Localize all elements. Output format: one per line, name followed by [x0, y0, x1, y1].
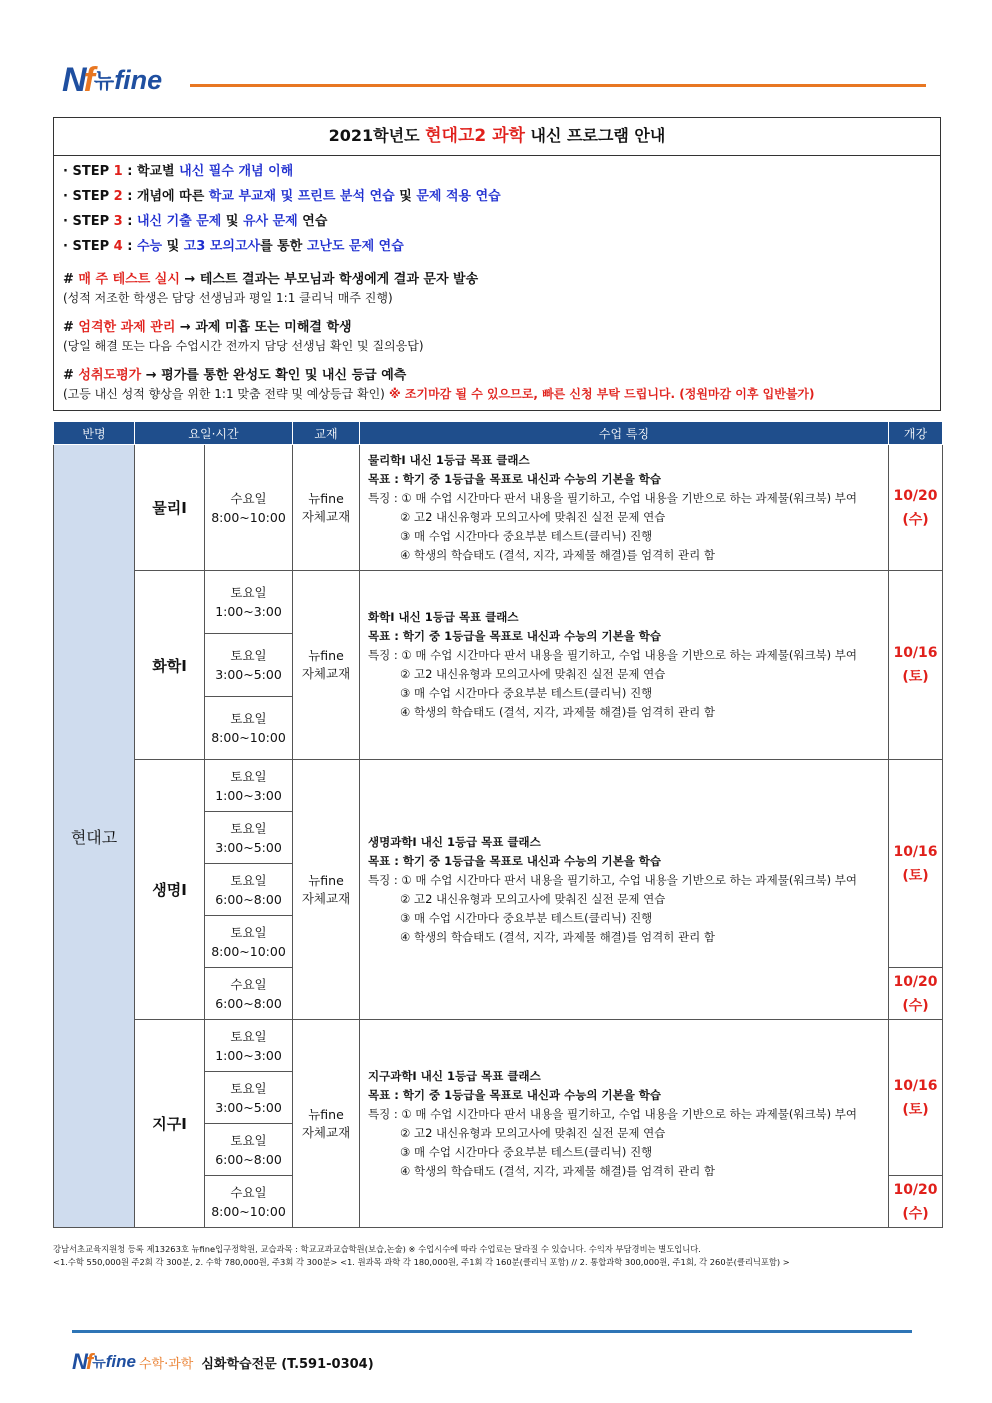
step-text: 유사 문제 [242, 214, 298, 229]
time-slot [205, 812, 293, 864]
note-hash: # [63, 368, 79, 383]
open-date: 10/20 [893, 1181, 938, 1198]
time-slot [205, 916, 293, 968]
feature-line: ② 고2 내신유형과 모의고사에 맞춰진 실전 문제 연습 [400, 509, 666, 524]
slot-day: 토요일 [230, 924, 267, 940]
open-date-cell [889, 1020, 943, 1176]
open-date: 10/20 [893, 487, 938, 504]
open-weekday: (토) [902, 867, 929, 884]
open-weekday: (수) [902, 511, 929, 528]
step-label: STEP [72, 189, 114, 204]
feature-goal: 목표 : 학기 중 1등급을 목표로 내신과 수능의 기본을 학습 [368, 629, 662, 643]
footer-divider [72, 1330, 912, 1333]
note-item [63, 271, 940, 307]
note-highlight: 매 주 테스트 실시 [78, 272, 180, 287]
feature-line: 특징 : ① 매 수업 시간마다 판서 내용을 필기하고, 수업 내용을 기반으로 하는 과제물(워크북) 부여 [368, 1106, 858, 1121]
step-text: 문제 적용 연습 [416, 189, 501, 204]
step-number: 2 [113, 189, 123, 204]
footer-logo [72, 1349, 374, 1375]
table-row [54, 571, 943, 634]
slot-time: 8:00~10:00 [211, 1203, 286, 1219]
feature-goal: 목표 : 학기 중 1등급을 목표로 내신과 수능의 기본을 학습 [368, 853, 662, 868]
feature-title: 물리학Ⅰ 내신 1등급 목표 클래스 [368, 452, 530, 467]
feature-line: ② 고2 내신유형과 모의고사에 맞춰진 실전 문제 연습 [400, 1125, 666, 1140]
feature-line: ② 고2 내신유형과 모의고사에 맞춰진 실전 문제 연습 [400, 667, 666, 681]
nf-logo-mark: Nf [72, 1349, 92, 1374]
nf-logo-mark: Nf [62, 60, 92, 99]
table-header-row [54, 422, 943, 445]
note-item [63, 367, 940, 403]
header-features: 수업 특징 [360, 422, 889, 445]
step-text: : [127, 239, 137, 254]
step-text: 고난도 문제 연습 [306, 239, 404, 254]
header-open: 개강 [889, 422, 943, 445]
open-date-cell [889, 571, 943, 760]
open-weekday: (수) [902, 1205, 929, 1222]
step-number: 3 [113, 214, 123, 229]
slot-day: 토요일 [230, 820, 267, 836]
step-text: 및 [221, 214, 243, 229]
textbook-type: 자체교재 [301, 890, 351, 906]
step-text: 및 [162, 239, 184, 254]
header-book: 교재 [293, 422, 360, 445]
slot-day: 토요일 [230, 1028, 267, 1044]
footnote-line: 강남서초교육지원청 등록 제13263호 뉴fine입구정학원, 교습과목 : 학교교과교습학원(보습,논술) ※ 수업시수에 따라 수업료는 달라질 수 있습니다. 수익자 부담경비는 별도입니다. [53, 1244, 701, 1254]
feature-line: 특징 : ① 매 수업 시간마다 판서 내용을 필기하고, 수업 내용을 기반으로 하는 과제물(워크북) 부여 [368, 490, 858, 505]
note-sub: (고등 내신 성적 향상을 위한 1:1 맞춤 전략 및 예상등급 확인) [63, 387, 385, 401]
time-slot [205, 760, 293, 812]
page-title: 2021학년도 현대고2 과학 내신 프로그램 안내 [54, 118, 940, 156]
table-row [54, 445, 943, 571]
feature-line: ③ 매 수업 시간마다 중요부분 테스트(클리닉) 진행 [400, 910, 653, 925]
slot-time: 1:00~3:00 [215, 1047, 282, 1063]
note-hash: # [63, 272, 79, 287]
early-close-warning: ※ 조기마감 될 수 있으므로, 빠른 신청 부탁 드립니다. (정원마감 이후 입반불가) [384, 387, 815, 401]
slot-day: 토요일 [230, 711, 267, 726]
class-features [360, 1020, 889, 1228]
slot-day: 수요일 [230, 1184, 267, 1200]
step-text: 및 [394, 189, 417, 204]
slot-time: 1:00~3:00 [215, 787, 282, 803]
textbook-cell [293, 1020, 360, 1228]
subject-name: 물리Ⅰ [135, 445, 205, 571]
class-features [360, 760, 889, 1020]
slot-day: 수요일 [230, 490, 267, 506]
feature-goal: 목표 : 학기 중 1등급을 목표로 내신과 수능의 기본을 학습 [368, 1087, 662, 1102]
time-slot [205, 968, 293, 1020]
feature-line: ③ 매 수업 시간마다 중요부분 테스트(클리닉) 진행 [400, 1144, 653, 1159]
step-item: · STEP 1 : 학교별 내신 필수 개념 이해 [63, 164, 294, 179]
step-text: 내신 기출 문제 [136, 214, 222, 229]
brand-name-kr: 뉴 [93, 69, 115, 93]
slot-day: 수요일 [230, 976, 267, 992]
step-label: STEP [72, 164, 114, 179]
time-slot [205, 571, 293, 634]
program-info-box [53, 117, 941, 411]
textbook-type: 자체교재 [301, 1124, 351, 1140]
open-date-cell [889, 1176, 943, 1228]
textbook-brand: 뉴fine [308, 648, 344, 663]
textbook-brand: 뉴fine [308, 1106, 344, 1122]
feature-line: 특징 : ① 매 수업 시간마다 판서 내용을 필기하고, 수업 내용을 기반으로 하는 과제물(워크북) 부여 [368, 648, 858, 662]
notes-list [63, 271, 940, 403]
note-text: → 과제 미흡 또는 미해결 학생 [175, 320, 352, 335]
note-highlight: 성취도평가 [78, 368, 142, 383]
textbook-cell [293, 571, 360, 760]
open-date-cell [889, 760, 943, 968]
feature-title: 생명과학Ⅰ 내신 1등급 목표 클래스 [368, 834, 541, 849]
footnote [53, 1243, 942, 1269]
time-slot [205, 697, 293, 760]
schedule-table [53, 421, 943, 1228]
step-text: 를 통한 [260, 239, 307, 254]
note-text: → 테스트 결과는 부모님과 학생에게 결과 문자 발송 [179, 272, 479, 287]
class-features [360, 571, 889, 760]
slot-time: 3:00~5:00 [215, 667, 282, 682]
open-date: 10/20 [893, 973, 938, 990]
textbook-cell [293, 445, 360, 571]
open-date: 10/16 [893, 1077, 938, 1094]
feature-line: ④ 학생의 학습태도 (결석, 지각, 과제물 해결)를 엄격히 관리 함 [400, 929, 715, 944]
class-features [360, 445, 889, 571]
step-number: 1 [113, 164, 123, 179]
step-label: STEP [72, 239, 114, 254]
open-date: 10/16 [893, 645, 938, 661]
slot-day: 토요일 [230, 1132, 267, 1148]
note-sub: (당일 해결 또는 다음 수업시간 전까지 담당 선생님 확인 및 질의응답) [63, 339, 424, 353]
header-class: 반명 [54, 422, 135, 445]
step-text: 학교 부교재 및 프린트 분석 연습 [208, 189, 395, 204]
table-row [54, 1020, 943, 1072]
feature-line: 특징 : ① 매 수업 시간마다 판서 내용을 필기하고, 수업 내용을 기반으로 하는 과제물(워크북) 부여 [368, 872, 858, 887]
step-text: : 개념에 따른 [127, 189, 209, 204]
open-date-cell [889, 445, 943, 571]
slot-time: 1:00~3:00 [215, 604, 282, 619]
time-slot [205, 864, 293, 916]
open-weekday: (토) [902, 669, 929, 685]
step-text: 고3 모의고사 [183, 239, 261, 254]
feature-line: ④ 학생의 학습태도 (결석, 지각, 과제물 해결)를 엄격히 관리 함 [400, 547, 715, 562]
step-label: STEP [72, 214, 114, 229]
brand-name-kr: 뉴 [92, 1355, 106, 1371]
feature-title: 지구과학Ⅰ 내신 1등급 목표 클래스 [368, 1068, 541, 1083]
feature-title: 화학Ⅰ 내신 1등급 목표 클래스 [368, 610, 519, 624]
slot-time: 6:00~8:00 [215, 891, 282, 907]
slot-time: 8:00~10:00 [211, 509, 286, 525]
time-slot [205, 1124, 293, 1176]
subject-name: 지구Ⅰ [135, 1020, 205, 1228]
textbook-cell [293, 760, 360, 1020]
step-item: · STEP 2 : 개념에 따른 학교 부교재 및 프린트 분석 연습 및 문제 적용 연습 [63, 189, 501, 204]
brand-tagline: 심화학습전문 (T.591-0304) [201, 1356, 374, 1372]
slot-day: 토요일 [230, 648, 267, 663]
feature-line: ② 고2 내신유형과 모의고사에 맞춰진 실전 문제 연습 [400, 891, 666, 906]
note-sub: (성적 저조한 학생은 담당 선생님과 평일 1:1 클리닉 매주 진행) [63, 291, 393, 305]
step-number: 4 [113, 239, 123, 254]
step-text: 수능 [136, 239, 163, 254]
brand-subjects: 수학·과학 [138, 1356, 194, 1372]
feature-goal: 목표 : 학기 중 1등급을 목표로 내신과 수능의 기본을 학습 [368, 471, 662, 486]
slot-time: 6:00~8:00 [215, 1151, 282, 1167]
open-date-cell [889, 968, 943, 1020]
time-slot [205, 1020, 293, 1072]
table-row [54, 760, 943, 812]
slot-time: 8:00~10:00 [211, 943, 286, 959]
step-text: : 학교별 [127, 164, 180, 179]
textbook-type: 자체교재 [301, 666, 351, 681]
textbook-brand: 뉴fine [308, 872, 344, 888]
step-text: 연습 [297, 214, 328, 229]
open-weekday: (토) [902, 1101, 929, 1118]
note-text: → 평가를 통한 완성도 확인 및 내신 등급 예측 [141, 368, 407, 383]
feature-line: ③ 매 수업 시간마다 중요부분 테스트(클리닉) 진행 [400, 528, 653, 543]
open-weekday: (수) [902, 997, 929, 1014]
time-slot [205, 445, 293, 571]
step-list [63, 159, 940, 259]
step-item: · STEP 3 : 내신 기출 문제 및 유사 문제 연습 [63, 214, 328, 229]
slot-day: 토요일 [230, 585, 267, 600]
brand-name-en: fine [105, 1352, 136, 1371]
footnote-line: <1.수학 550,000원 주2회 각 300분, 2. 수학 780,000원, 주3회 각 300분> <1. 원과목 과학 각 180,000원, 주1회 각 160분(클리닉 포함) // 2. 통합과학 300,000원, 주1회, 각 260분(클리닉포함) > [53, 1257, 790, 1267]
feature-line: ④ 학생의 학습태도 (결석, 지각, 과제물 해결)를 엄격히 관리 함 [400, 1163, 715, 1178]
step-text: 내신 필수 개념 이해 [179, 164, 294, 179]
time-slot [205, 1072, 293, 1124]
feature-line: ④ 학생의 학습태도 (결석, 지각, 과제물 해결)를 엄격히 관리 함 [400, 705, 715, 719]
brand-logo [62, 60, 162, 100]
header-divider [190, 84, 926, 87]
textbook-brand: 뉴fine [308, 490, 344, 506]
step-item: · STEP 4 : 수능 및 고3 모의고사를 통한 고난도 문제 연습 [63, 239, 404, 254]
brand-name-en: fine [114, 64, 163, 95]
note-item [63, 319, 940, 355]
slot-day: 토요일 [230, 1080, 267, 1096]
textbook-type: 자체교재 [301, 508, 351, 524]
slot-day: 토요일 [230, 872, 267, 888]
time-slot [205, 1176, 293, 1228]
note-highlight: 엄격한 과제 관리 [78, 320, 176, 335]
school-name-cell: 현대고 [54, 445, 135, 1228]
open-date: 10/16 [893, 843, 938, 860]
slot-day: 토요일 [230, 768, 267, 784]
time-slot [205, 634, 293, 697]
step-text: : [127, 214, 137, 229]
note-hash: # [63, 320, 79, 335]
subject-name: 화학Ⅰ [135, 571, 205, 760]
slot-time: 3:00~5:00 [215, 839, 282, 855]
feature-line: ③ 매 수업 시간마다 중요부분 테스트(클리닉) 진행 [400, 686, 653, 700]
slot-time: 6:00~8:00 [215, 995, 282, 1011]
slot-time: 8:00~10:00 [211, 730, 286, 745]
slot-time: 3:00~5:00 [215, 1099, 282, 1115]
header-time: 요일·시간 [135, 422, 293, 445]
subject-name: 생명Ⅰ [135, 760, 205, 1020]
